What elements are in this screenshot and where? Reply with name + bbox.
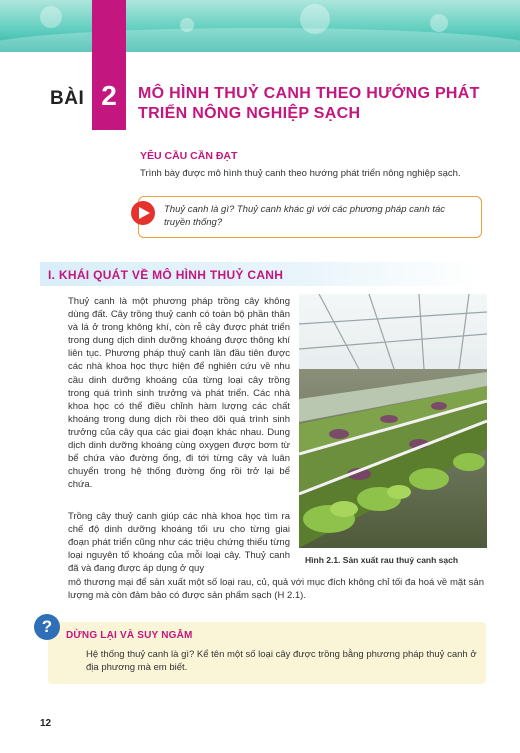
top-banner [0,0,520,52]
question-mark-icon: ? [34,614,60,640]
hydroponic-greenhouse-photo [299,294,487,548]
stop-and-think-heading: DỪNG LẠI VÀ SUY NGẪM [66,630,193,641]
lesson-number: 2 [101,80,117,111]
lesson-title: MÔ HÌNH THUỶ CANH THEO HƯỚNG PHÁT TRIỂN NÔNG NGHIỆP SẠCH [138,85,480,122]
question-text: Thuỷ canh là gì? Thuỷ canh khác gì với các phương pháp canh tác truyền thống? [164,204,446,228]
page-number: 12 [40,718,52,729]
figure-caption: Hình 2.1. Sản xuất rau thuỷ canh sạch [305,555,459,565]
requirements-text: Trình bày được mô hình thuỷ canh theo hướng phát triển nông nghiệp sạch. [140,168,461,179]
body-paragraph-2: Trồng cây thuỷ canh giúp các nhà khoa học tìm ra chế độ dinh dưỡng khoáng tối ưu cho từng giai đoạn phát triển cũng như các triệu chứng thiếu từng loại nguyên tố khoáng của mỗi loại cây. Thuỷ canh đã và đang được áp dụng ở quy [68,511,290,575]
body-paragraph-1: Thuỷ canh là một phương pháp trồng cây không dùng đất. Cây trồng thuỷ canh có toàn bộ phần thân và lá ở trong không khí, còn rễ cây được phát triển trong dung dịch dinh dưỡng khoáng được thông khí liên tục. Phương pháp thuỷ canh lần đầu tiên được các nhà khoa học thực hiện để nghiên cứu về nhu cầu dinh dưỡng khoáng của từng loại cây trồng trong quá trình sinh trưởng và phát triển. Các nhà khoa học có thể điều chỉnh hàm lượng các chất khoáng trong dung dịch rồi theo dõi quá trình sinh trưởng của cây qua các giai đoạn khác nhau. Dung dịch dinh dưỡng khoáng cùng oxygen được bơm từ bể chứa vào đường ống, đi tới từng cây và luân chuyển trong hệ thống đường ống rồi trở lại bể chứa. [68,296,290,491]
lesson-label: BÀI [50,88,85,109]
section-heading: I. KHÁI QUÁT VỀ MÔ HÌNH THUỶ CANH [48,268,284,282]
play-icon [131,201,155,225]
requirements-heading: YÊU CẦU CẦN ĐẠT [140,150,238,162]
body-paragraph-2-continued: mô thương mại để sản xuất một số loại rau, củ, quả với mục đích không chỉ tối đa hoá về mặt sản lượng mà còn đảm bảo có được sản phẩm sạch (H 2.1). [68,577,484,602]
stop-and-think-text: Hệ thống thuỷ canh là gì? Kể tên một số loại cây được trồng bằng phương pháp thuỷ canh ở địa phương mà em biết. [86,649,477,674]
